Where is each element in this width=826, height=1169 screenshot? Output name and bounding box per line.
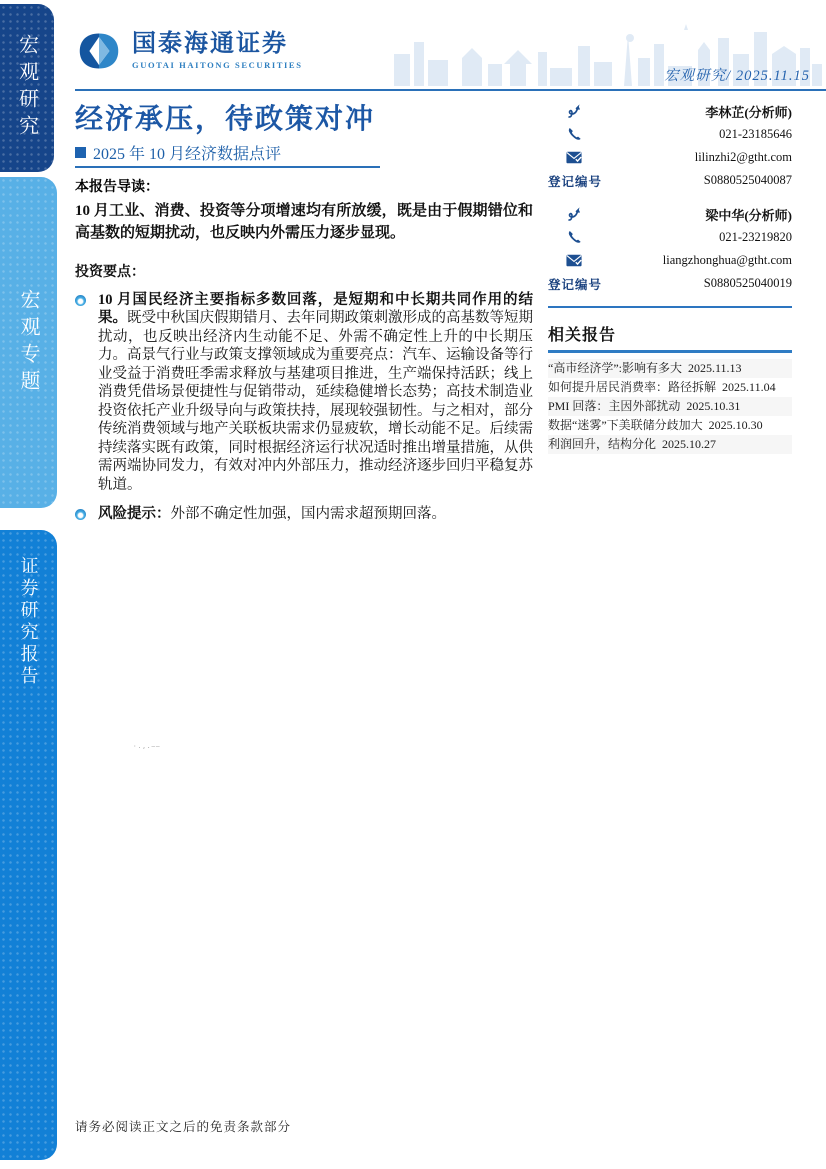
main-content xyxy=(75,176,533,523)
logo-name-en: GUOTAI HAITONG SECURITIES xyxy=(132,60,303,71)
analyst-email[interactable]: liangzhonghua@gtht.com xyxy=(662,253,792,267)
right-column-divider xyxy=(548,306,792,308)
sidebar-tab-macro-research xyxy=(0,4,54,172)
subtitle-text: 2025 年 10 月经济数据点评 xyxy=(93,146,282,163)
analyst-phone-row xyxy=(548,123,792,146)
related-report-date: 2025.10.27 xyxy=(662,436,717,451)
report-date: 2025.11.15 xyxy=(735,68,810,84)
analyst-name: 梁中华(分析师) xyxy=(705,208,792,223)
analyst-reg-no: S0880525040087 xyxy=(703,173,792,187)
related-report-link[interactable] xyxy=(548,397,792,416)
report-category: 宏观研究/ xyxy=(664,68,732,84)
related-report-date: 2025.11.04 xyxy=(722,379,776,394)
report-subtitle xyxy=(75,141,281,164)
related-report-link[interactable] xyxy=(548,416,792,435)
sidebar-tab-macro-topic xyxy=(0,177,57,508)
related-report-link[interactable] xyxy=(548,435,792,454)
sidebar-label: 证券研究报告 xyxy=(18,556,39,688)
analyst-phone-row xyxy=(548,226,792,249)
square-bullet-icon xyxy=(75,147,86,158)
right-column xyxy=(548,100,792,454)
keypoints-label: 投资要点： xyxy=(75,264,145,280)
related-report-date: 2025.11.13 xyxy=(688,360,742,375)
risk-detail: 外部不确定性加强，国内需求超预期回落。 xyxy=(170,505,446,522)
phone-icon xyxy=(548,230,600,245)
analyst-reg-row xyxy=(548,169,792,192)
analyst-name: 李林芷(分析师) xyxy=(705,105,792,120)
email-icon xyxy=(548,254,600,267)
analyst-reg-row xyxy=(548,272,792,295)
analyst-name-row xyxy=(548,203,792,226)
analyst-email-row xyxy=(548,249,792,272)
email-icon xyxy=(548,151,600,164)
sidebar-tab-securities-report xyxy=(0,530,57,1160)
analyst-phone: 021-23219820 xyxy=(719,230,792,244)
keypoint-item xyxy=(75,291,533,495)
related-report-date: 2025.10.31 xyxy=(686,398,741,413)
disclaimer-note: 请务必阅读正文之后的免责条款部分 xyxy=(75,1120,292,1134)
pen-icon xyxy=(548,104,600,120)
related-report-title: 如何提升居民消费率：路径拆解 xyxy=(548,379,717,394)
related-report-title: 数据“迷雾”下美联储分歧加大 xyxy=(548,417,703,432)
risk-text xyxy=(98,505,446,524)
reg-label: 登记编号 xyxy=(548,277,603,292)
related-report-title: 利润回升，结构分化 xyxy=(548,436,657,451)
related-reports-list xyxy=(548,359,792,454)
analyst-card xyxy=(548,203,792,295)
bullet-icon xyxy=(75,509,86,520)
risk-item xyxy=(75,505,533,524)
subtitle-rule xyxy=(75,166,380,168)
company-logo xyxy=(78,31,303,71)
keypoint-detail: 既受中秋国庆假期错月、去年同期政策刺激形成的高基数等短期扰动，也反映出经济内生动能不足、外需不确定性上升的中长期压力。高景气行业与政策支撑领域成为重要亮点：汽车、运输设备等行业受益于消费旺季需求释放与基建项目推进，生产端保持活跃；线上消费凭借场景便捷性与促销带动，延续稳健增长态势；高技术制造业投资依托产业升级导向与政策扶持，展现较强韧性。与之相对，部分传统消费领域与地产关联板块需求仍显疲软，增长动能不足。后续需持续落实既有政策，同时根据经济运行状况适时推出增量措施，从供需两端协同发力，有效对冲内外部压力，推动经济逐步回归平稳复苏轨道。 xyxy=(98,310,533,493)
related-report-link[interactable] xyxy=(548,378,792,397)
analyst-name-row xyxy=(548,100,792,123)
related-report-title: “高市经济学”:影响有多大 xyxy=(548,360,682,375)
header-rule xyxy=(75,89,826,91)
analyst-card xyxy=(548,100,792,192)
sidebar-label: 宏观专题 xyxy=(17,288,39,397)
smudge-artifact: ·.,.—– xyxy=(133,743,161,750)
logo-mark-icon xyxy=(78,31,120,71)
risk-lead: 风险提示： xyxy=(98,505,171,522)
intro-label: 本报告导读： xyxy=(75,180,159,195)
header-meta xyxy=(664,64,810,85)
analyst-phone: 021-23185646 xyxy=(719,127,792,141)
related-reports-underline xyxy=(548,350,792,353)
phone-icon xyxy=(548,127,600,142)
sidebar-label: 宏观研究 xyxy=(15,34,38,142)
bullet-icon xyxy=(75,295,86,306)
pen-icon xyxy=(548,207,600,223)
related-reports-title: 相关报告 xyxy=(548,327,617,344)
keypoint-lead: 10 月国民经济主要指标多数回落，是短期和中长期共同作用的结果。 xyxy=(98,291,533,327)
reg-label: 登记编号 xyxy=(548,174,603,189)
analyst-reg-no: S0880525040019 xyxy=(703,276,792,290)
logo-text xyxy=(132,32,303,70)
analyst-email-row xyxy=(548,146,792,169)
related-report-link[interactable] xyxy=(548,359,792,378)
related-report-title: PMI 回落：主因外部扰动 xyxy=(548,398,681,413)
analyst-email[interactable]: lilinzhi2@gtht.com xyxy=(694,150,792,164)
related-report-date: 2025.10.30 xyxy=(708,417,763,432)
intro-text: 10 月工业、消费、投资等分项增速均有所放缓，既是由于假期错位和高基数的短期扰动，也反映内外需压力逐步显现。 xyxy=(75,203,533,241)
report-title: 经济承压，待政策对冲 xyxy=(75,104,376,135)
logo-name-cn: 国泰海通证券 xyxy=(132,30,288,57)
keypoint-text xyxy=(98,291,533,495)
